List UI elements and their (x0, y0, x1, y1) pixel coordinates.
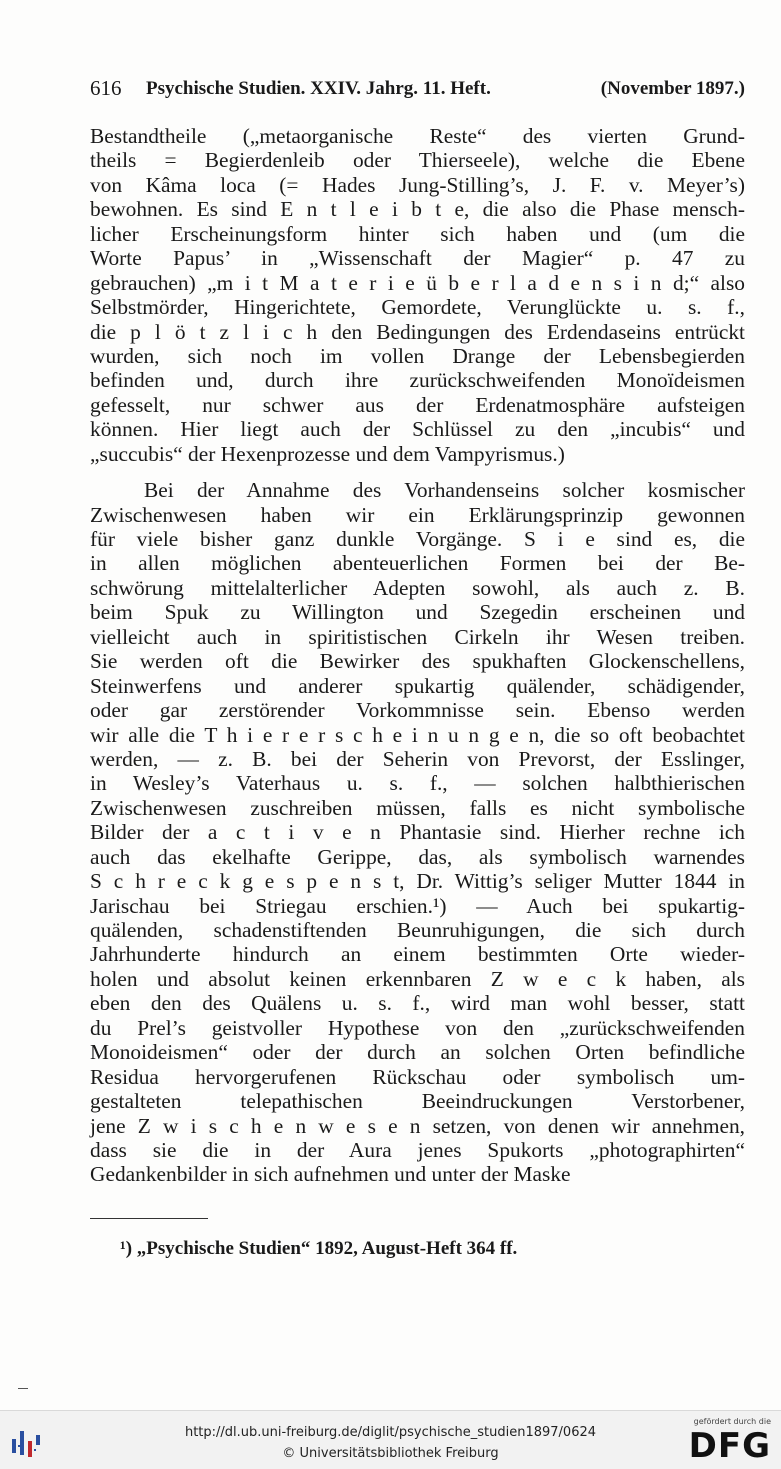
text-line: Sie werden oft die Bewirker des spukhaften Glockenschellens, (90, 649, 745, 674)
text-line: Zwischenwesen zuschreiben müssen, falls es nicht symbolische (90, 795, 745, 820)
footnote-rule (90, 1218, 208, 1219)
text-line: befinden und, durch ihre zurückschweifenden Monoïdeismen (90, 368, 745, 393)
text-line: auch das ekelhafte Gerippe, das, als symbolisch warnendes (90, 844, 745, 869)
text-line: dass sie die in der Aura jenes Spukorts „photographirten“ (90, 1137, 745, 1162)
text-line: schwörung mittelalterlicher Adepten sowohl, als auch z. B. (90, 575, 745, 600)
text-line: du Prel’s geistvoller Hypothese von den „zurückschweifenden (90, 1015, 745, 1040)
text-line: Jahrhunderte hindurch an einem bestimmten Orte wieder- (90, 942, 745, 967)
text-line: „succubis“ der Hexenprozesse und dem Vampyrismus.) (90, 441, 565, 466)
dfg-wordmark: DFG (688, 1426, 771, 1466)
text-line: werden, — z. B. bei der Seherin von Prevorst, der Esslinger, (90, 746, 745, 771)
text-line: Bestandtheile („metaorganische Reste“ des vierten Grund- (90, 124, 745, 148)
dfg-logo-icon (689, 1417, 771, 1465)
text-line: Bei der Annahme des Vorhandenseins solcher kosmischer (144, 478, 745, 503)
viewer-footer (0, 1410, 781, 1469)
text-line: können. Hier liegt auch der Schlüssel zu den „incubis“ und (90, 417, 745, 442)
page-header (90, 76, 745, 102)
text-line: wir alle die T h i e r e r s c h e i n u n g e n, die so oft beobachtet (90, 722, 745, 747)
paragraph-gap (90, 466, 745, 478)
text-line: Selbstmörder, Hingerichtete, Gemordete, Verunglückte u. s. f., (90, 295, 745, 320)
text-line: holen und absolut keinen erkennbaren Z w e c k haben, als (90, 966, 745, 991)
text-line: die p l ö t z l i c h den Bedingungen des Erdendaseins entrückt (90, 319, 745, 344)
text-line: Jarischau bei Striegau erschien.¹) — Auch bei spukartig- (90, 893, 745, 918)
text-line: in allen möglichen abenteuerlichen Formen bei der Be- (90, 551, 745, 576)
text-line: beim Spuk zu Willington und Szegedin erscheinen und (90, 600, 745, 625)
footnote: ¹) „Psychische Studien“ 1892, August-Heft 364 ff. (120, 1238, 518, 1259)
issue-date: (November 1897.) (600, 78, 745, 99)
page-number: 616 (90, 76, 122, 100)
dfg-caption: gefördert durch die (693, 1417, 771, 1426)
text-line: von Kâma loca (= Hades Jung-Stilling’s, J. F. v. Meyer’s) (90, 172, 745, 197)
running-title: Psychische Studien. XXIV. Jahrg. 11. Heft. (146, 78, 491, 99)
text-line: gestalteten telepathischen Beeindruckungen Verstorbener, (90, 1089, 745, 1114)
text-line: gebrauchen) „m i t M a t e r i e ü b e r l a d e n s i n d;“ also (90, 270, 745, 295)
text-line: gefesselt, nur schwer aus der Erdenatmosphäre aufsteigen (90, 392, 745, 417)
text-line: Monoideismen“ oder der durch an solchen Orten befindliche (90, 1040, 745, 1065)
scan-mark (18, 1388, 28, 1389)
text-line: oder gar zerstörender Vorkommnisse sein. Ebenso werden (90, 698, 745, 723)
text-line: vielleicht auch in spiritistischen Cirkeln ihr Wesen treiben. (90, 624, 745, 649)
text-line: Gedankenbilder in sich aufnehmen und unter der Maske (90, 1162, 571, 1187)
text-line: wurden, sich noch im vollen Drange der Lebensbegierden (90, 343, 745, 368)
text-line: eben den des Quälens u. s. f., wird man wohl besser, statt (90, 991, 745, 1016)
text-line: jene Z w i s c h e n w e s e n setzen, von denen wir annehmen, (90, 1113, 745, 1138)
text-line: Residua hervorgerufenen Rückschau oder symbolisch um- (90, 1064, 745, 1089)
page-url-link[interactable]: http://dl.ub.uni-freiburg.de/diglit/psychische_studien1897/0624 (184, 1425, 597, 1440)
text-line: für viele bisher ganz dunkle Vorgänge. S i e sind es, die (90, 527, 745, 551)
text-line: theils = Begierdenleib oder Thierseele), welche die Ebene (90, 148, 745, 173)
text-line: Worte Papus’ in „Wissenschaft der Magier“ p. 47 zu (90, 246, 745, 271)
text-line: S c h r e c k g e s p e n s t, Dr. Wittig’s seliger Mutter 1844 in (90, 869, 745, 894)
copyright-text: © Universitätsbibliothek Freiburg (282, 1446, 499, 1461)
text-line: Steinwerfens und anderer spukartig quälender, schädigender, (90, 673, 745, 698)
text-line: bewohnen. Es sind E n t l e i b t e, die also die Phase mensch- (90, 197, 745, 222)
text-line: licher Erscheinungsform hinter sich haben und (um die (90, 221, 745, 246)
text-line: Bilder der a c t i v e n Phantasie sind. Hierher rechne ich (90, 820, 745, 845)
text-line: quälenden, schadenstiftenden Beunruhigungen, die sich durch (90, 918, 745, 942)
body-text (90, 124, 745, 1187)
text-line: Zwischenwesen haben wir ein Erklärungsprinzip gewonnen (90, 502, 745, 527)
text-line: in Wesley’s Vaterhaus u. s. f., — solchen halbthierischen (90, 771, 745, 796)
